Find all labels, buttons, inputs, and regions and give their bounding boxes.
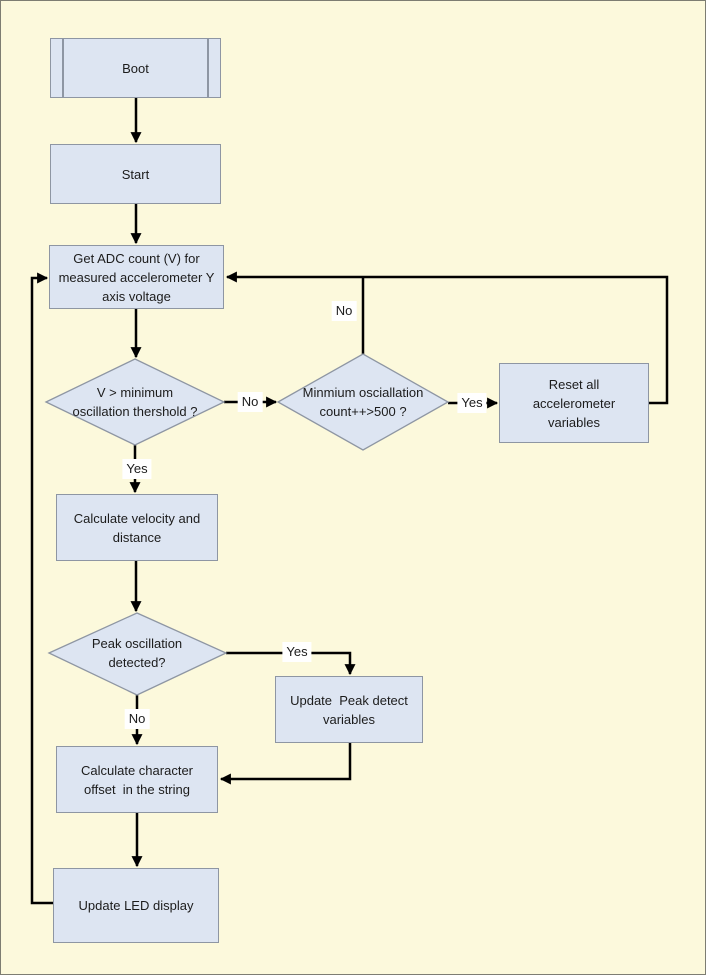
node-calc-offset [56,746,218,813]
node-reset-all-line3: variables [547,414,601,430]
edge-label-peak-yes: Yes [282,642,311,662]
node-start [50,144,221,204]
node-calc-velocity-line1: Calculate velocity and [73,510,201,526]
node-get-adc-line1: Get ADC count (V) for [73,250,200,266]
predefined-process-bar-left [62,39,64,97]
node-reset-all-line2: accelerometer [532,395,616,411]
node-calc-velocity-line2: distance [112,529,162,545]
node-reset-all [499,363,649,443]
node-boot-label: Boot [122,60,149,76]
decision-min-threshold-line1: V > minimum [96,385,174,400]
node-get-adc [49,245,224,309]
edge-label-count-no: No [332,301,357,321]
edge-label-peak-no: No [125,709,150,729]
decision-min-count-shape [278,354,448,450]
node-reset-all-line1: Reset all [548,376,600,392]
node-get-adc-line3: axis voltage [102,288,171,304]
edge-label-count-yes: Yes [457,393,486,413]
decision-min-threshold-line2: oscillation thershold ? [72,404,198,419]
node-get-adc-line2: measured accelerometer Y [58,269,215,285]
node-update-led-label: Update LED display [78,898,194,913]
predefined-process-bar-right [207,39,209,97]
decision-peak-line1: Peak oscillation [91,636,183,651]
edge-label-threshold-yes: Yes [122,459,151,479]
node-update-led [53,868,219,943]
node-update-peak-line2: variables [322,711,376,727]
edge-updatepeak-calcoffset [221,743,350,779]
node-calc-offset-line2: offset in the string [84,781,190,797]
decision-peak-shape [49,613,226,695]
decision-min-count-line2: count++>500 ? [319,404,407,419]
decision-peak-line2: detected? [108,655,166,670]
edge-updateled-loop-getadc [32,278,53,903]
node-update-peak [275,676,423,743]
node-update-peak-line1: Update Peak detect [290,692,408,708]
node-start-label: Start [121,166,150,182]
decision-min-threshold-shape [46,359,224,445]
node-calc-offset-line1: Calculate character [81,762,193,778]
node-calc-velocity [56,494,218,561]
decision-min-count-line1: Minmium osciallation [302,385,424,400]
edge-label-threshold-no: No [238,392,263,412]
node-boot [50,38,221,98]
